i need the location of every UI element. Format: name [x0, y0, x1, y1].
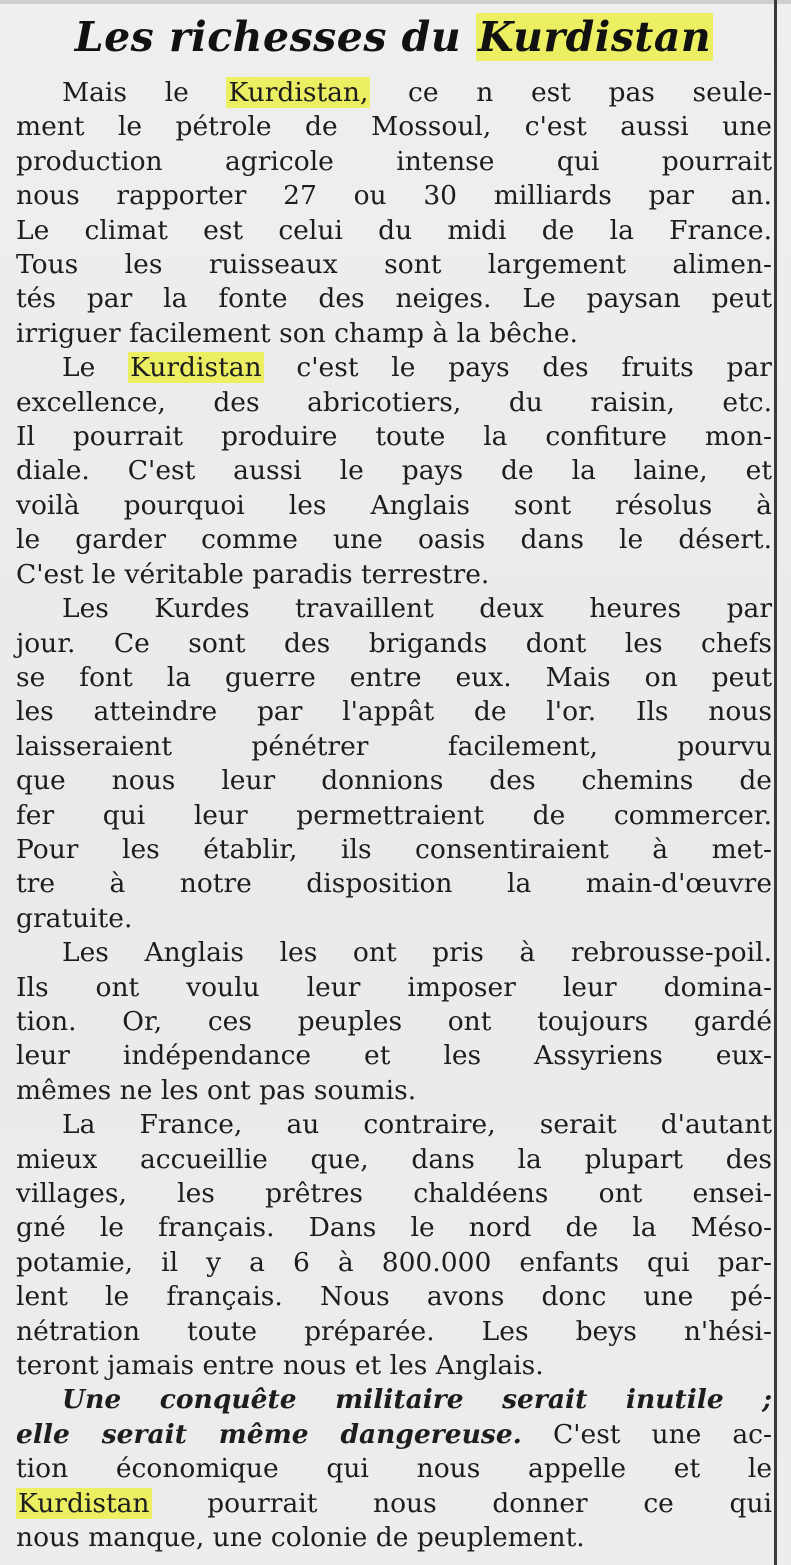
text-line: [16, 627, 772, 661]
text-run: La France, au contraire, serait d'autant: [62, 1109, 772, 1141]
text-line: [16, 248, 772, 282]
text-run: C'est une ac-: [521, 1418, 772, 1450]
text-run: nétration toute préparée. Les beys n'hési-: [16, 1315, 772, 1347]
paragraph: [16, 1383, 772, 1555]
paragraph: [16, 76, 772, 351]
text-run: fer qui leur permettraient de commercer.: [16, 799, 772, 831]
text-run: Tous les ruisseaux sont largement alimen-: [16, 249, 772, 281]
text-run: Les Anglais les ont pris à rebrousse-poil.: [62, 937, 772, 969]
text-run: C'est le véritable paradis terrestre.: [16, 558, 490, 590]
article: [16, 10, 772, 1555]
text-run: gné le français. Dans le nord de la Méso-: [16, 1212, 772, 1244]
text-run: voilà pourquoi les Anglais sont résolus à: [16, 489, 772, 521]
text-line: [16, 867, 772, 901]
text-line: [16, 971, 772, 1005]
italic-run: elle serait même dangereuse.: [16, 1418, 522, 1450]
text-run: ce n est pas seule-: [370, 77, 772, 108]
text-line: [16, 661, 772, 695]
highlighted-term: Kurdistan,: [228, 77, 369, 108]
text-run: nous manque, une colonie de peuplement.: [16, 1522, 585, 1554]
text-line: [16, 695, 772, 729]
text-line: [16, 902, 772, 936]
text-run: mêmes ne les ont pas soumis.: [16, 1074, 417, 1106]
text-line: [16, 1108, 772, 1142]
text-line: [16, 282, 772, 316]
text-run: teront jamais entre nous et les Anglais.: [16, 1350, 544, 1382]
text-line: [16, 454, 772, 488]
text-run: Les Kurdes travaillent deux heures par: [62, 593, 772, 625]
headline-text: Les richesses du: [74, 13, 476, 61]
paragraph: [16, 351, 772, 592]
text-line: [16, 489, 772, 523]
text-run: mieux accueillie que, dans la plupart des: [16, 1143, 772, 1175]
text-run: diale. C'est aussi le pays de la laine, et: [16, 455, 772, 487]
text-line: [16, 592, 772, 626]
text-line: [16, 1418, 772, 1452]
text-line: [16, 145, 772, 179]
highlighted-term: Kurdistan: [18, 1487, 150, 1519]
text-line: [16, 764, 772, 798]
text-line: [16, 1383, 772, 1417]
text-line: [16, 833, 772, 867]
text-line: [16, 1074, 772, 1108]
text-run: ment le pétrole de Mossoul, c'est aussi une: [16, 111, 772, 143]
text-run: les atteindre par l'appât de l'or. Ils nous: [16, 696, 772, 728]
text-run: Pour les établir, ils consentiraient à met-: [16, 833, 772, 865]
text-line: [16, 1177, 772, 1211]
text-run: Ils ont voulu leur imposer leur domina-: [16, 971, 772, 1003]
text-run: potamie, il y a 6 à 800.000 enfants qui par-: [16, 1246, 772, 1278]
text-run: se font la guerre entre eux. Mais on peut: [16, 661, 772, 693]
text-line: [16, 523, 772, 557]
text-run: excellence, des abricotiers, du raisin, etc.: [16, 386, 772, 418]
text-run: nous rapporter 27 ou 30 milliards par an.: [16, 180, 772, 212]
text-line: [16, 179, 772, 213]
text-run: gratuite.: [16, 902, 133, 934]
text-run: leur indépendance et les Assyriens eux-: [16, 1040, 772, 1072]
text-run: jour. Ce sont des brigands dont les chefs: [16, 627, 772, 659]
text-line: [16, 1143, 772, 1177]
text-line: [16, 730, 772, 764]
paragraph: [16, 1108, 772, 1383]
text-line: [16, 1039, 772, 1073]
text-line: [16, 1487, 772, 1521]
text-run: irriguer facilement son champ à la bêche.: [16, 317, 578, 349]
text-line: [16, 1315, 772, 1349]
text-run: villages, les prêtres chaldéens ont ensei-: [16, 1178, 772, 1209]
text-run: que nous leur donnions des chemins de: [16, 765, 772, 797]
text-line: [16, 1005, 772, 1039]
text-run: le garder comme une oasis dans le désert.: [16, 524, 772, 556]
text-run: production agricole intense qui pourrait: [16, 145, 772, 177]
text-line: [16, 799, 772, 833]
text-line: [16, 1349, 772, 1383]
column-rule: [774, 0, 777, 1565]
text-run: lent le français. Nous avons donc une pé-: [16, 1281, 772, 1313]
text-run: Mais le: [62, 77, 227, 108]
text-run: Le: [62, 352, 129, 384]
text-run: c'est le pays des fruits par: [263, 352, 772, 384]
text-line: [16, 1452, 772, 1486]
headline-highlight: Kurdistan: [477, 13, 712, 61]
text-line: [16, 1280, 772, 1314]
paragraph: [16, 592, 772, 936]
text-run: tion économique qui nous appelle et le: [16, 1453, 772, 1485]
text-line: [16, 110, 772, 144]
text-run: pourrait nous donner ce qui: [151, 1487, 772, 1519]
top-rule: [0, 0, 791, 4]
highlighted-term: Kurdistan: [130, 352, 262, 384]
text-line: [16, 317, 772, 351]
text-run: tés par la fonte des neiges. Le paysan peut: [16, 283, 772, 315]
article-body: [16, 76, 772, 1555]
text-line: [16, 386, 772, 420]
text-line: [16, 214, 772, 248]
text-line: [16, 1521, 772, 1555]
paragraph: [16, 936, 772, 1108]
text-run: tre à notre disposition la main-d'œuvre: [16, 868, 772, 900]
text-line: [16, 1211, 772, 1245]
text-run: tion. Or, ces peuples ont toujours gardé: [16, 1005, 772, 1037]
text-line: [16, 558, 772, 592]
text-line: [16, 936, 772, 970]
text-line: [16, 76, 772, 110]
text-run: Il pourrait produire toute la confiture mon-: [16, 421, 772, 453]
italic-run: Une conquête militaire serait inutile ;: [62, 1384, 772, 1416]
text-line: [16, 420, 772, 454]
text-run: laisseraient pénétrer facilement, pourvu: [16, 730, 772, 762]
text-line: [16, 1246, 772, 1280]
text-run: Le climat est celui du midi de la France.: [16, 214, 772, 246]
headline: [16, 10, 772, 64]
text-line: [16, 351, 772, 385]
